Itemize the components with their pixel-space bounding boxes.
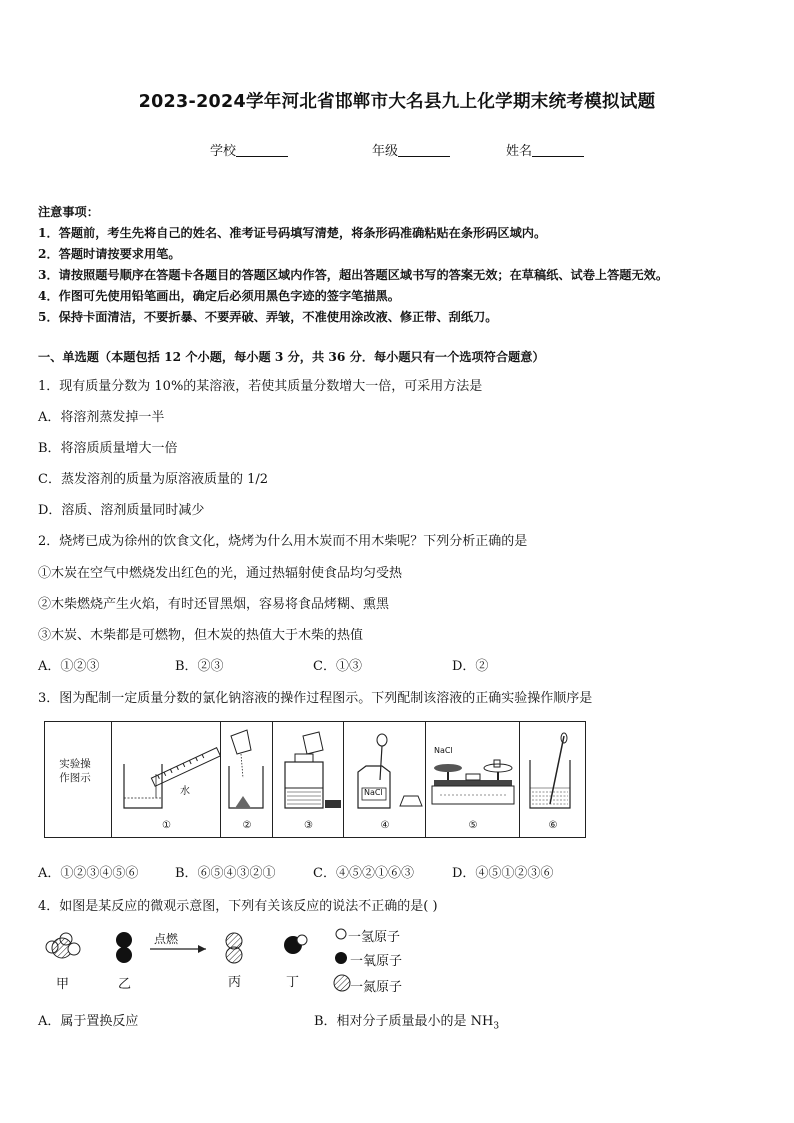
section-heading: 一、单选题（本题包括 12 个小题，每小题 3 分，共 36 分．每小题只有一个选项符合题意） bbox=[38, 350, 545, 364]
option-a[interactable]: A．①②③④⑤⑥ bbox=[38, 866, 139, 881]
molecule-label: 乙 bbox=[118, 977, 132, 992]
notice-item: 4．作图可先使用铅笔画出，确定后必须用黑色字迹的签字笔描黑。 bbox=[38, 289, 400, 303]
statement: ①木炭在空气中燃烧发出红色的光，通过热辐射使食品均匀受热 bbox=[38, 566, 403, 581]
notice-heading: 注意事项： bbox=[38, 205, 99, 219]
step-number: ① bbox=[162, 820, 171, 831]
legend-label: 一氢原子 bbox=[348, 930, 401, 945]
legend-label: 一氧原子 bbox=[350, 954, 403, 969]
notice-item: 2．答题时请按要求用笔。 bbox=[38, 247, 181, 261]
subscript: 3 bbox=[493, 1021, 500, 1032]
question-stem: 2．烧烤已成为徐州的饮食文化，烧烤为什么用木炭而不用木柴呢？下列分析正确的是 bbox=[38, 534, 528, 549]
molecule-label: 丙 bbox=[228, 975, 242, 990]
grade-blank[interactable] bbox=[398, 143, 450, 157]
option-c[interactable]: C．①③ bbox=[313, 659, 362, 674]
step-6-cell bbox=[519, 722, 586, 837]
school-blank[interactable] bbox=[236, 143, 288, 157]
molecule-bing-icon bbox=[226, 933, 242, 963]
condition-label: 点燃 bbox=[154, 932, 179, 946]
hydrogen-atom-icon bbox=[336, 929, 346, 939]
option-d[interactable]: D．溶质、溶剂质量同时减少 bbox=[38, 503, 205, 518]
molecule-jia-icon bbox=[46, 933, 80, 958]
statement: ③木炭、木柴都是可燃物，但木炭的热值大于木柴的热值 bbox=[38, 628, 364, 643]
step-5-cell bbox=[425, 722, 520, 837]
molecule-label: 丁 bbox=[286, 975, 300, 990]
legend-label: 一氮原子 bbox=[350, 980, 403, 995]
figure-label: 实验操作图示 bbox=[59, 758, 91, 784]
question-stem: 4．如图是某反应的微观示意图，下列有关该反应的说法不正确的是( ) bbox=[38, 899, 438, 914]
nacl-label: NaCl bbox=[364, 788, 383, 797]
nacl-label: NaCl bbox=[434, 746, 453, 755]
grade-label: 年级 bbox=[372, 144, 399, 159]
option-a[interactable]: A．属于置换反应 bbox=[38, 1014, 139, 1029]
option-d[interactable]: D．② bbox=[452, 659, 489, 674]
beaker-stirring-icon bbox=[520, 722, 586, 817]
grade-field[interactable] bbox=[372, 140, 450, 159]
step-number: ③ bbox=[304, 820, 313, 831]
reagent-bottle-icon bbox=[273, 722, 344, 817]
statement: ②木柴燃烧产生火焰，有时还冒黑烟，容易将食品烤糊、熏黑 bbox=[38, 597, 390, 612]
school-field[interactable] bbox=[210, 140, 288, 159]
molecule-ding-icon bbox=[284, 935, 307, 954]
beaker-cylinder-icon bbox=[112, 722, 221, 817]
step-1-cell bbox=[111, 722, 221, 837]
step-number: ⑤ bbox=[468, 820, 478, 831]
molecule-yi-icon bbox=[116, 932, 132, 963]
notice-item: 3．请按照题号顺序在答题卡各题目的答题区域内作答，超出答题区域书写的答案无效；在草稿纸、试卷上答题无效。 bbox=[38, 268, 669, 282]
option-b-text: B．相对分子质量最小的是 NH bbox=[314, 1014, 494, 1029]
step-2-cell bbox=[220, 722, 273, 837]
question-stem: 3．图为配制一定质量分数的氯化钠溶液的操作过程图示。下列配制该溶液的正确实验操作顺序是 bbox=[38, 691, 593, 706]
question-stem: 1．现有质量分数为 10%的某溶液，若使其质量分数增大一倍，可采用方法是 bbox=[38, 379, 483, 394]
notice-item: 1．答题前，考生先将自己的姓名、准考证号码填写清楚，将条形码准确粘贴在条形码区域内。 bbox=[38, 226, 547, 240]
option-b[interactable]: B．将溶质质量增大一倍 bbox=[38, 441, 178, 456]
page-title: 2023-2024学年河北省邯郸市大名县九上化学期末统考模拟试题 bbox=[138, 92, 656, 112]
nitrogen-atom-icon bbox=[334, 975, 350, 991]
option-b[interactable]: B．⑥⑤④③②① bbox=[175, 866, 276, 881]
option-b[interactable]: B．②③ bbox=[175, 659, 224, 674]
notice-item: 5．保持卡面清洁，不要折暴、不要弄破、弄皱，不准使用涂改液、修正带、刮纸刀。 bbox=[38, 310, 498, 324]
balance-icon bbox=[426, 722, 520, 817]
experiment-figure bbox=[44, 721, 586, 838]
oxygen-atom-icon bbox=[335, 952, 347, 964]
pour-solid-icon bbox=[221, 722, 273, 817]
step-number: ⑥ bbox=[548, 820, 558, 831]
step-number: ② bbox=[242, 820, 252, 831]
step-number: ④ bbox=[380, 820, 390, 831]
option-a[interactable]: A．将溶剂蒸发掉一半 bbox=[38, 410, 165, 425]
nacl-bottle-icon bbox=[344, 722, 426, 817]
name-field[interactable] bbox=[506, 140, 584, 159]
option-c[interactable]: C．蒸发溶剂的质量为原溶液质量的 1/2 bbox=[38, 472, 269, 487]
school-label: 学校 bbox=[210, 144, 237, 159]
option-b[interactable] bbox=[314, 1010, 499, 1032]
step-4-cell bbox=[343, 722, 426, 837]
water-label: 水 bbox=[180, 786, 190, 797]
option-a[interactable]: A．①②③ bbox=[38, 659, 100, 674]
step-3-cell bbox=[272, 722, 344, 837]
name-blank[interactable] bbox=[532, 143, 584, 157]
option-d[interactable]: D．④⑤①②③⑥ bbox=[452, 866, 554, 881]
option-c[interactable]: C．④⑤②①⑥③ bbox=[313, 866, 414, 881]
molecule-label: 甲 bbox=[56, 977, 70, 992]
name-label: 姓名 bbox=[506, 144, 533, 159]
